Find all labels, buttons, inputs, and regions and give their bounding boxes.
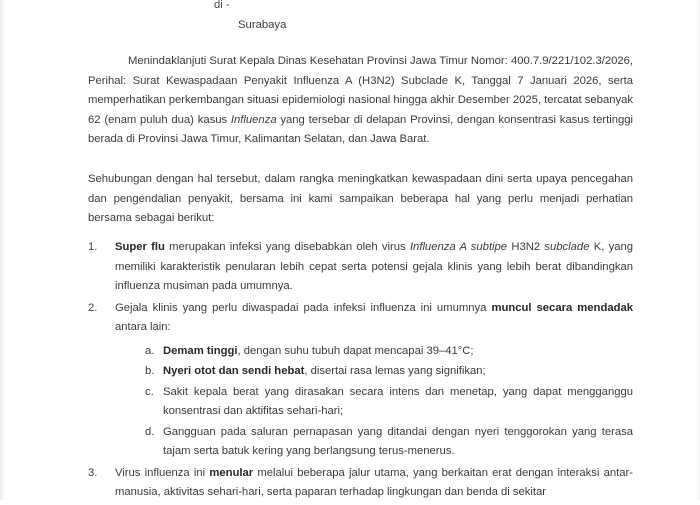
list-item-text: Super flu merupakan infeksi yang disebabkan oleh virus Influenza A subtipe H3N2 subclade K, yang memiliki karakteristik penularan lebih cepat serta potensi gejala klinis yang lebih berat dibandingkan influenza musiman pada umumnya. [115, 241, 634, 292]
list-item-1 [88, 238, 633, 297]
addressee-block [214, 0, 514, 35]
numbered-list [88, 238, 633, 505]
sub-list-item-a [145, 342, 633, 362]
sub-list-item-text: Demam tinggi, dengan suhu tubuh dapat mencapai 39–41°C; [163, 344, 474, 357]
list-marker: 2. [88, 301, 98, 314]
list-item-2 [88, 299, 633, 462]
list-marker: 3. [88, 466, 98, 479]
list-item-text: Gejala klinis yang perlu diwaspadai pada infeksi influenza ini umumnya muncul secara mendadak antara lain: [115, 301, 633, 333]
sub-list-item-d [145, 423, 633, 462]
sub-list-item-text: Sakit kepala berat yang dirasakan secara intens dan menetap, yang dapat mengganggu konsentrasi dan aktifitas sehari-hari; [163, 385, 633, 417]
sub-list-item-c [145, 383, 633, 422]
list-item-3 [88, 464, 633, 503]
paragraph-sehubungan: Sehubungan dengan hal tersebut, dalam rangka meningkatkan kewaspadaan dini serta upaya pencegahan dan pengendalian penyakit, bersama ini kami sampaikan beberapa hal yang perlu menjadi perhatian bersama sebagai berikut: [88, 173, 633, 224]
sub-list-item-text: Gangguan pada saluran pernapasan yang ditandai dengan nyeri tenggorokan yang terasa tajam serta batuk kering yang berlangsung terus-menerus. [163, 425, 633, 457]
addressee-prefix: di - [214, 0, 230, 11]
sub-list-gejala [115, 342, 633, 462]
sub-list-marker: d. [145, 425, 155, 438]
addressee-city: Surabaya [238, 19, 287, 31]
list-marker: 1. [88, 241, 98, 253]
sub-list-marker: c. [145, 385, 154, 398]
sub-list-item-text: Nyeri otot dan sendi hebat, disertai rasa lemas yang signifikan; [163, 365, 486, 377]
sub-list-marker: b. [145, 365, 155, 377]
sub-list-item-b [145, 362, 633, 382]
list-item-text: Virus influenza ini menular melalui beberapa jalur utama, yang berkaitan erat dengan interaksi antar-manusia, aktivitas sehari-hari, serta paparan terhadap lingkungan dan benda di sekitar [115, 466, 633, 498]
paragraph-menindaklanjuti: Menindaklanjuti Surat Kepala Dinas Kesehatan Provinsi Jawa Timur Nomor: 400.7.9/221/102.3/2026, Perihal: Surat Kewaspadaan Penyakit Influenza A (H3N2) Subclade K, Tanggal 7 Januari 2026, serta memperhatikan perkembangan situasi epidemiologi nasional hingga akhir Desember 2025, tercatat sebanyak 62 (enam puluh dua) kasus Influenza yang tersebar di delapan Provinsi, dengan konsentrasi kasus tertinggi berada di Provinsi Jawa Timur, Kalimantan Selatan, dan Jawa Barat. [88, 55, 633, 145]
sub-list-marker: a. [145, 344, 155, 357]
